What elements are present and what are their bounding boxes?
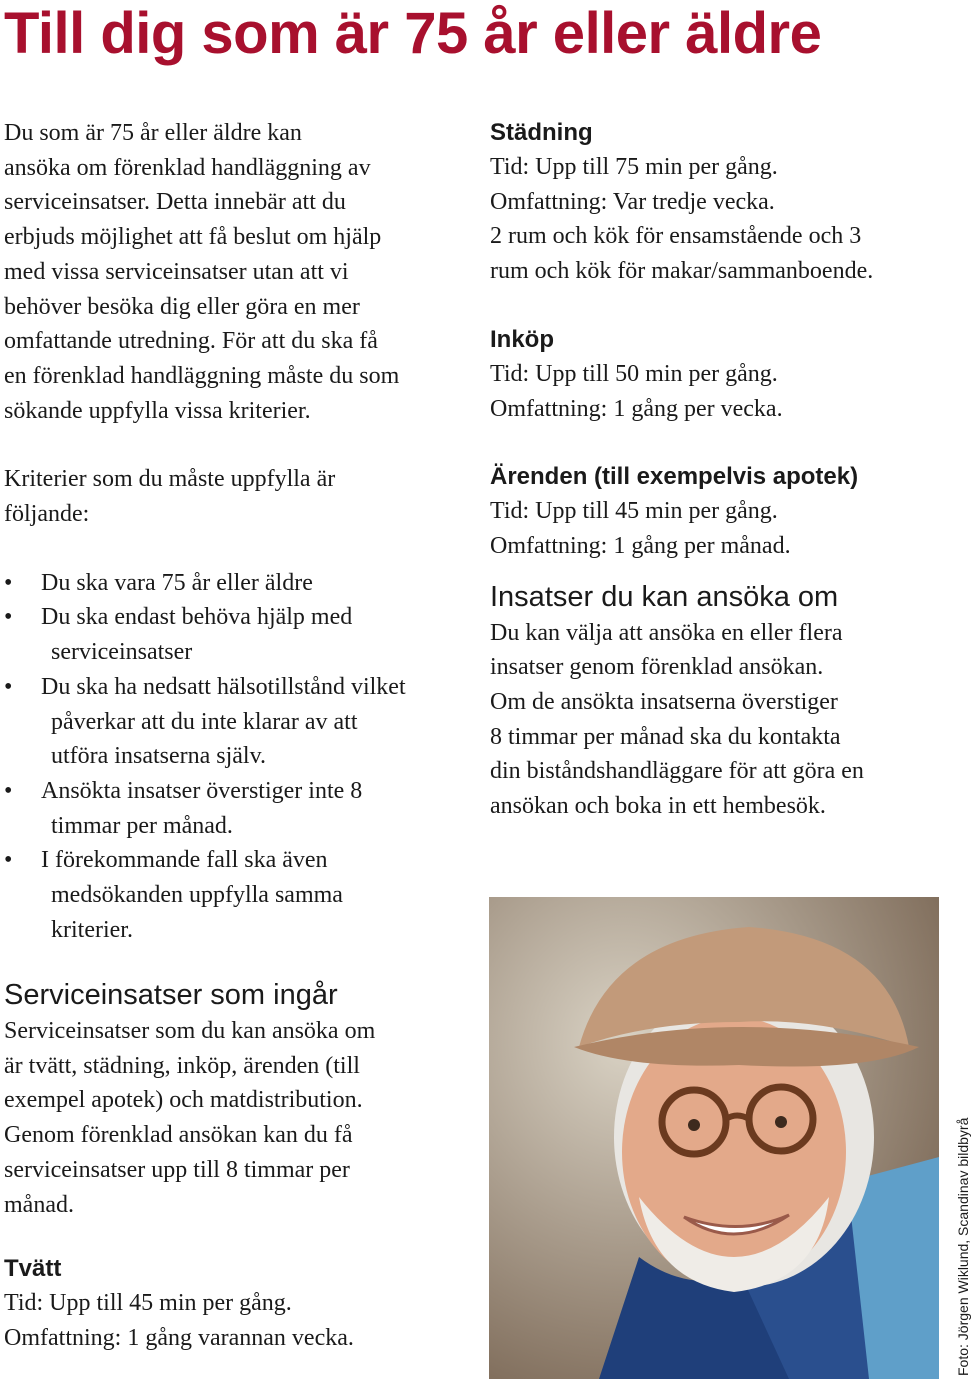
criteria-list <box>4 566 464 948</box>
senior-man-photo <box>489 897 939 1379</box>
services-line: är tvätt, städning, inköp, ärenden (till <box>4 1052 360 1079</box>
apply-line: din biståndshandläggare för att göra en <box>490 758 864 785</box>
right-column <box>490 116 930 824</box>
bullet-icon: • <box>4 847 13 874</box>
bullet-icon: • <box>4 569 13 596</box>
criteria-item-text: I förekommande fall ska även <box>41 847 328 874</box>
criteria-item-text: Ansökta insatser överstiger inte 8 <box>41 777 363 804</box>
bullet-icon: • <box>4 604 13 631</box>
bullet-icon: • <box>4 673 13 700</box>
inkop-line: Tid: Upp till 50 min per gång. <box>490 360 778 387</box>
criteria-item-continuation: medsökanden uppfylla samma <box>51 882 343 909</box>
tvatt-heading: Tvätt <box>4 1255 62 1283</box>
tvatt-line: Tid: Upp till 45 min per gång. <box>4 1290 292 1317</box>
services-line: serviceinsatser upp till 8 timmar per <box>4 1156 350 1183</box>
apply-line: ansökan och boka in ett hembesök. <box>490 793 826 820</box>
stadning-paragraph <box>490 150 930 289</box>
intro-line: Du som är 75 år eller äldre kan <box>4 120 302 146</box>
arenden-heading: Ärenden (till exempelvis apotek) <box>490 463 859 491</box>
stadning-heading: Städning <box>490 119 593 146</box>
criteria-item-text: Du ska vara 75 år eller äldre <box>41 569 313 596</box>
services-section <box>4 976 464 1356</box>
services-line: exempel apotek) och matdistribution. <box>4 1087 363 1114</box>
criteria-item-text: Du ska ha nedsatt hälsotillstånd vilket <box>41 673 406 700</box>
intro-paragraph <box>4 116 464 428</box>
apply-line: insatser genom förenklad ansökan. <box>490 654 824 681</box>
apply-line: Du kan välja att ansöka en eller flera <box>490 619 843 646</box>
intro-line: serviceinsatser. Detta innebär att du <box>4 189 346 216</box>
photo-credit: Foto: Jörgen Wiklund, Scandinav bildbyrå <box>955 1117 971 1376</box>
stadning-line: Tid: Upp till 75 min per gång. <box>490 154 778 180</box>
criteria-item-continuation: serviceinsatser <box>51 639 193 666</box>
criteria-item <box>4 843 464 947</box>
intro-line: med vissa serviceinsatser utan att vi <box>4 258 349 285</box>
portrait-illustration <box>489 897 939 1379</box>
intro-line: sökande uppfylla vissa kriterier. <box>4 397 311 424</box>
criteria-item <box>4 566 464 601</box>
stadning-line: 2 rum och kök för ensamstående och 3 <box>490 223 862 250</box>
apply-line: Om de ansökta insatserna överstiger <box>490 689 838 716</box>
services-line: månad. <box>4 1191 74 1218</box>
stadning-line: Omfattning: Var tredje vecka. <box>490 188 775 215</box>
criteria-item-text: Du ska endast behöva hjälp med <box>41 604 353 631</box>
apply-line: 8 timmar per månad ska du kontakta <box>490 723 841 750</box>
arenden-line: Tid: Upp till 45 min per gång. <box>490 498 778 525</box>
page-title: Till dig som är 75 år eller äldre <box>4 1 822 66</box>
stadning-line: rum och kök för makar/sammanboende. <box>490 258 874 285</box>
criteria-item <box>4 774 464 843</box>
arenden-paragraph <box>490 494 930 563</box>
criteria-item-continuation: timmar per månad. <box>51 812 233 839</box>
criteria-item <box>4 600 464 669</box>
eye-right <box>775 1116 787 1128</box>
eye-left <box>688 1119 700 1131</box>
services-heading: Serviceinsatser som ingår <box>4 979 338 1011</box>
glasses-bridge <box>726 1116 749 1120</box>
criteria-intro-line: följande: <box>4 501 90 528</box>
intro-line: erbjuds möjlighet att få beslut om hjälp <box>4 224 382 251</box>
tvatt-paragraph <box>4 1286 464 1355</box>
services-paragraph <box>4 1014 464 1222</box>
criteria-item-continuation: kriterier. <box>51 916 133 943</box>
criteria-item-continuation: påverkar att du inte klarar av att <box>51 708 358 735</box>
intro-line: omfattande utredning. För att du ska få <box>4 328 378 355</box>
arenden-line: Omfattning: 1 gång per månad. <box>490 532 791 559</box>
bullet-icon: • <box>4 777 13 804</box>
criteria-intro <box>4 462 464 531</box>
intro-line: behöver besöka dig eller göra en mer <box>4 293 360 320</box>
criteria-item-continuation: utföra insatserna själv. <box>51 743 267 770</box>
inkop-paragraph <box>490 357 930 426</box>
tvatt-line: Omfattning: 1 gång varannan vecka. <box>4 1324 354 1351</box>
inkop-line: Omfattning: 1 gång per vecka. <box>490 395 783 422</box>
criteria-item <box>4 670 464 774</box>
left-column <box>4 116 464 947</box>
apply-paragraph <box>490 616 930 824</box>
intro-line: en förenklad handläggning måste du som <box>4 362 400 389</box>
criteria-intro-line: Kriterier som du måste uppfylla är <box>4 466 336 493</box>
services-line: Serviceinsatser som du kan ansöka om <box>4 1018 376 1044</box>
services-line: Genom förenklad ansökan kan du få <box>4 1122 353 1149</box>
apply-heading: Insatser du kan ansöka om <box>490 580 839 613</box>
inkop-heading: Inköp <box>490 325 554 353</box>
intro-line: ansöka om förenklad handläggning av <box>4 154 371 181</box>
